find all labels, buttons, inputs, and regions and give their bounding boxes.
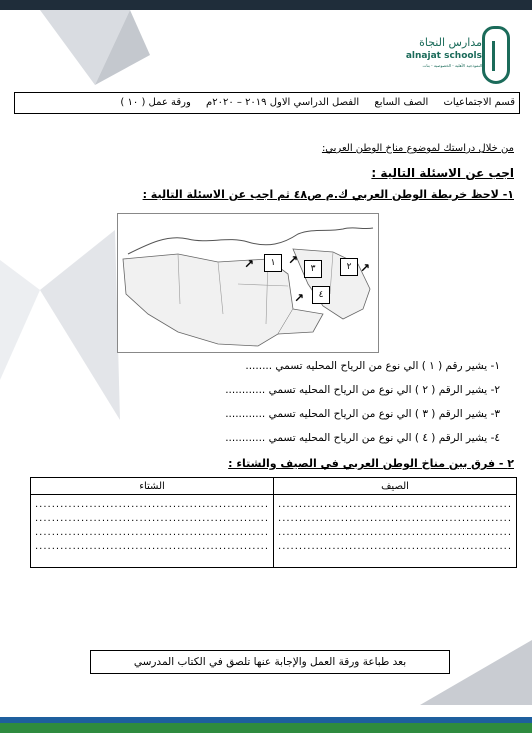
question-1-title: ١- لاحظ خريطة الوطن العربي ك.م ص٤٨ ثم اجب عن الاسئلة التالية : (142, 188, 514, 201)
wind-arrow-icon: ↗ (244, 257, 255, 271)
arab-world-map (117, 213, 379, 353)
worksheet-header (14, 92, 520, 114)
summer-winter-table (30, 477, 517, 568)
footer-note: بعد طباعة ورقة العمل والإجابة عنها تلصق في الكتاب المدرسي (90, 650, 450, 674)
map-label-3: ٣ (304, 260, 322, 278)
question-1-item-2: ٢- يشير الرقم ( ٢ ) الي نوع من الرياح المحليه تسمي ............ (225, 384, 500, 396)
answer-line: ........................................................ (278, 541, 513, 552)
map-label-2: ٢ (340, 258, 358, 276)
logo-emblem-icon (482, 26, 510, 84)
answer-line: ........................................................ (278, 513, 513, 524)
answer-line: ........................................................ (35, 541, 270, 552)
question-1-item-1: ١- يشير رقم ( ١ ) الي نوع من الرياح المحليه تسمي ........ (245, 360, 500, 372)
intro-text: من خلال دراستك لموضوع مناخ الوطن العربي: (321, 143, 514, 154)
logo-arabic-name: مدارس النجاة (419, 36, 482, 49)
map-label-1: ١ (264, 254, 282, 272)
answer-line: ........................................................ (278, 499, 513, 510)
logo-english-name: alnajat schools (405, 51, 482, 61)
header-term: الفصل الدراسي الاول ٢٠١٩ – ٢٠٢٠م (206, 97, 360, 108)
wind-arrow-icon: ↗ (360, 261, 371, 275)
logo-subtitle: النموذجية الأهلية - الخصوصية - بنات (422, 63, 482, 68)
instruction-title: اجب عن الاسئلة التالية : (371, 166, 514, 180)
question-1-item-4: ٤- يشير الرقم ( ٤ ) الي نوع من الرياح المحليه تسمي ............ (225, 432, 500, 444)
map-outline (118, 214, 378, 352)
wind-arrow-icon: ↗ (294, 291, 305, 305)
column-summer: الصيف (274, 478, 517, 495)
answer-line: ........................................................ (35, 513, 270, 524)
map-coastline-north (128, 228, 373, 254)
deco-triangle-mid-shadow (0, 260, 40, 380)
winter-answer-cell[interactable] (31, 495, 274, 568)
answer-line: ........................................................ (35, 499, 270, 510)
header-worksheet-number: ورقة عمل ( ١٠ ) (120, 97, 191, 108)
wind-arrow-icon: ↗ (288, 253, 299, 267)
question-2-title: ٢ - فرق بين مناخ الوطن العربي في الصيف والشتاء : (228, 457, 514, 470)
header-grade: الصف السابع (374, 97, 429, 108)
header-department: قسم الاجتماعيات (443, 97, 515, 108)
answer-line: ........................................................ (278, 527, 513, 538)
map-label-4: ٤ (312, 286, 330, 304)
summer-answer-cell[interactable] (274, 495, 517, 568)
column-winter: الشتاء (31, 478, 274, 495)
question-1-item-3: ٣- يشير الرقم ( ٣ ) الي نوع من الرياح المحليه تسمي ............ (225, 408, 500, 420)
answer-line: ........................................................ (35, 527, 270, 538)
bottom-band-green (0, 723, 532, 733)
deco-triangle-mid (40, 230, 120, 420)
school-logo (405, 22, 518, 84)
